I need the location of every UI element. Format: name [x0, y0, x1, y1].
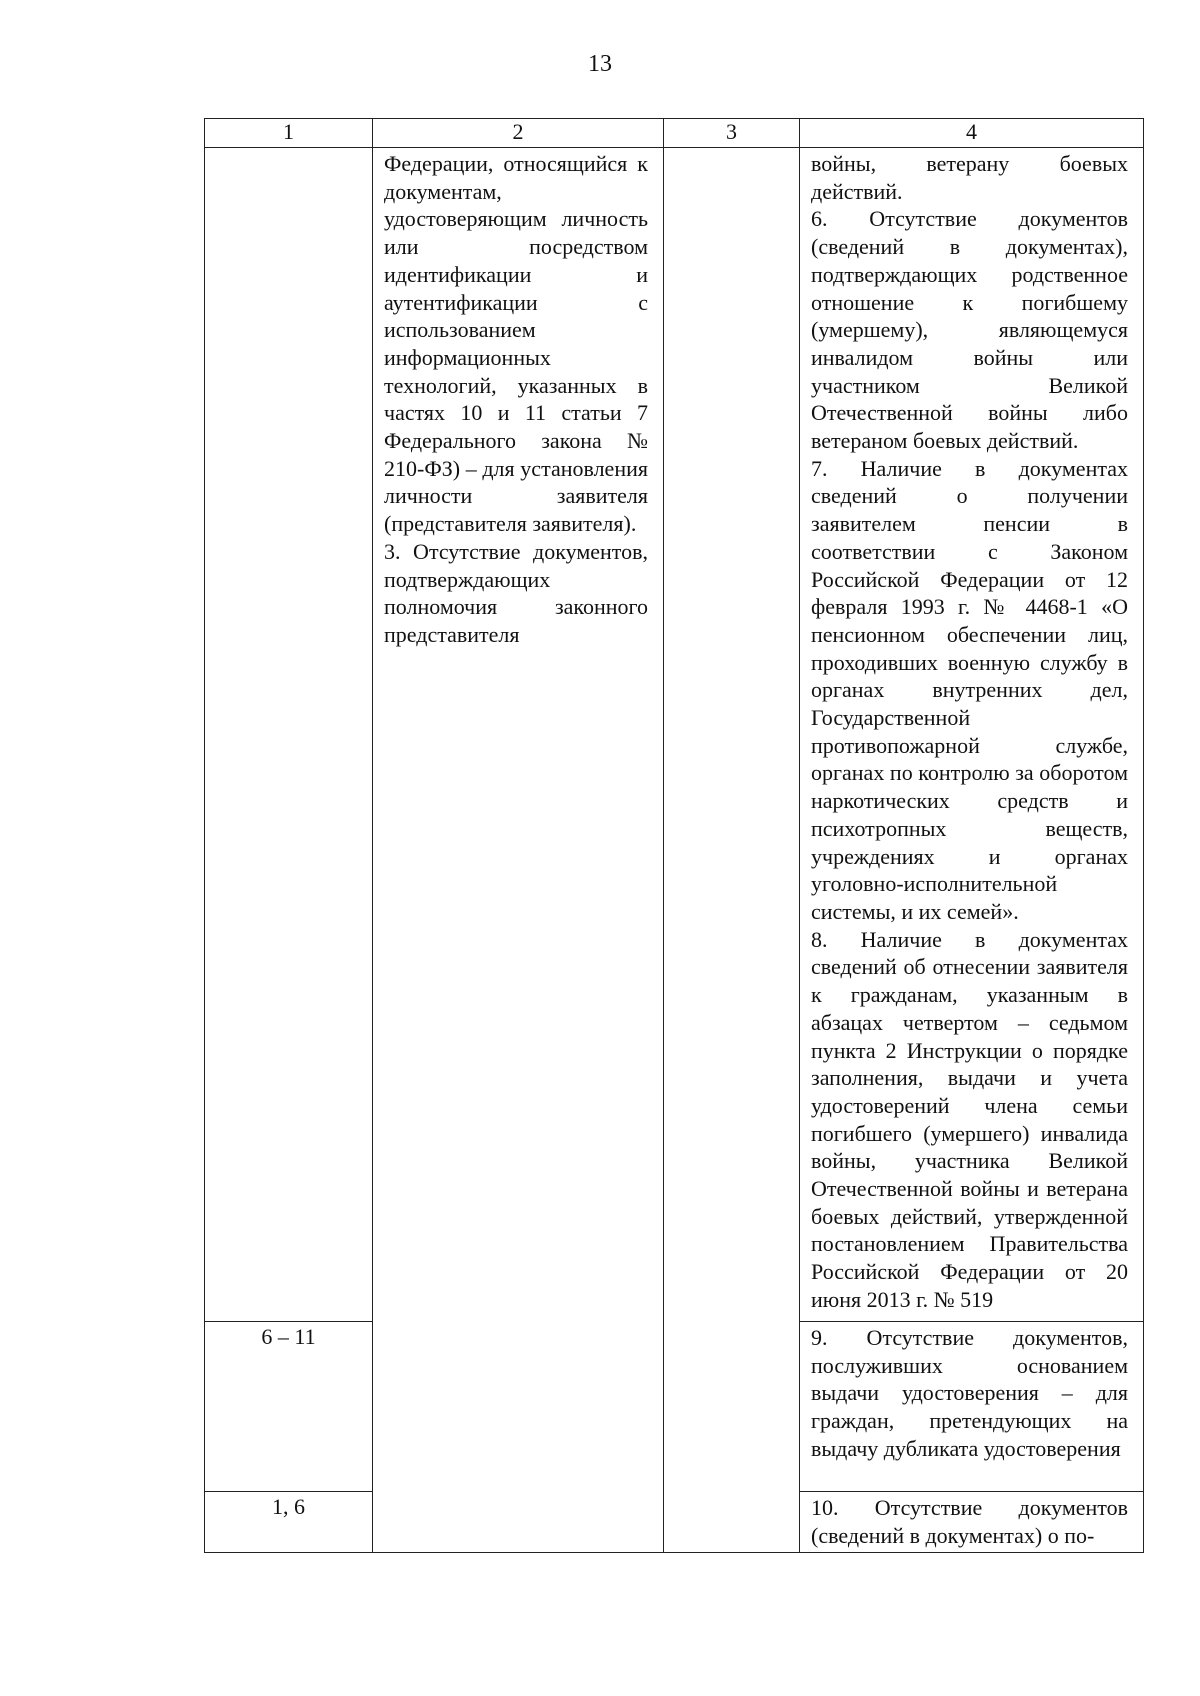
col4-paragraph: 6. Отсутствие документов (сведений в документах), подтверждающих родственное отношение к погибшему (умершему), являющемуся инвалидом войны или участником Великой Отечественной войны либо ветераном боевых действий. [811, 206, 1128, 454]
col3-merged-cell [664, 148, 800, 1553]
col2-paragraph: 3. Отсутствие документов, подтверждающих полномочия законного представителя [384, 538, 648, 647]
row1-col4 [800, 148, 1144, 1322]
row3-col1-text: 1, 6 [272, 1494, 305, 1519]
page-number: 13 [588, 51, 612, 77]
col4-paragraph: 8. Наличие в документах сведений об отнесении заявителя к гражданам, указанным в абзацах четвертом – седьмом пункта 2 Инструкции о порядке заполнения, выдачи и учета удостоверений члена семьи погибшего (умершего) инвалида войны, участника Великой Отечественной войны и ветерана боевых действий, утвержденной постановлением Правительства Российской Федерации от 20 июня 2013 г. № 519 [811, 926, 1128, 1312]
row3-col4 [800, 1492, 1144, 1553]
col4-paragraph: 10. Отсутствие документов (сведений в документах) о по- [811, 1495, 1128, 1548]
col2-paragraph: Федерации, относящийся к документам, удостоверяющим личность или посредством идентификации и аутентификации с использованием информационных технологий, указанных в частях 10 и 11 статьи 7 Федерального закона № 210-ФЗ) – для установления личности заявителя (представителя заявителя). [384, 151, 648, 537]
row3-col1 [205, 1492, 373, 1553]
row2-col4 [800, 1322, 1144, 1492]
row2-col1-text: 6 – 11 [261, 1324, 316, 1349]
col2-merged-cell [373, 148, 664, 1553]
header-cell-3: 3 [664, 119, 800, 148]
header-cell-1: 1 [205, 119, 373, 148]
col4-paragraph: 7. Наличие в документах сведений о получении заявителем пенсии в соответствии с Законом Российской Федерации от 12 февраля 1993 г. № 4468-1 «О пенсионном обеспечении лиц, проходивших военную службу в органах внутренних дел, Государственной противопожарной службе, органах по контролю за оборотом наркотических средств и психотропных веществ, учреждениях и органах уголовно-исполнительной системы, и их семей». [811, 455, 1128, 924]
document-table [204, 118, 1144, 1553]
row2-col1 [205, 1322, 373, 1492]
header-cell-4: 4 [800, 119, 1144, 148]
col4-paragraph: войны, ветерану боевых действий. [811, 151, 1128, 204]
header-cell-2: 2 [373, 119, 664, 148]
table-row [205, 148, 1144, 1322]
table-header-row [205, 119, 1144, 148]
col4-paragraph: 9. Отсутствие документов, послуживших основанием выдачи удостоверения – для граждан, претендующих на выдачу дубликата удостоверения [811, 1325, 1128, 1461]
row1-col1 [205, 148, 373, 1322]
row1-col1-text [205, 148, 372, 149]
